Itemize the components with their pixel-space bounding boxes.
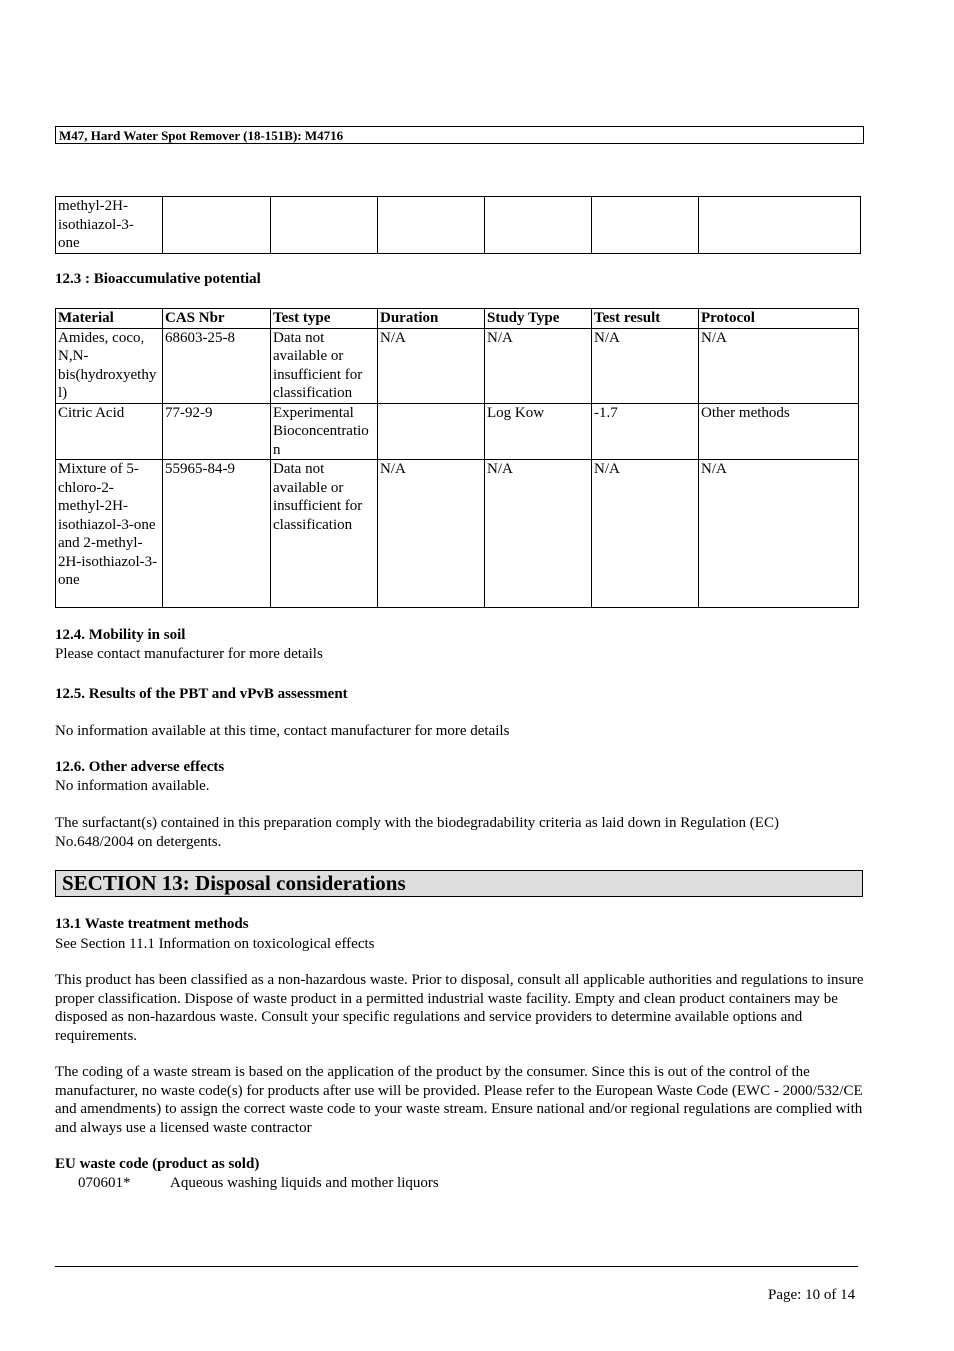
table-cell: Amides, coco, N,N-bis(hydroxyethyl) <box>56 328 163 403</box>
table-row <box>56 460 859 608</box>
table-cell: N/A <box>699 328 859 403</box>
table-row <box>56 328 859 403</box>
waste-treatment-heading: 13.1 Waste treatment methods <box>55 916 249 932</box>
table-cell: 77-92-9 <box>163 403 271 460</box>
table-row <box>56 403 859 460</box>
column-header: Duration <box>378 309 485 329</box>
continued-table <box>55 196 861 254</box>
table-cell: Experimental Bioconcentration <box>271 403 378 460</box>
section-13-title: SECTION 13: Disposal considerations <box>55 870 863 897</box>
table-cell: 55965-84-9 <box>163 460 271 608</box>
column-header: Material <box>56 309 163 329</box>
column-header: Test type <box>271 309 378 329</box>
eu-waste-description: Aqueous washing liquids and mother liquors <box>170 1175 439 1191</box>
table-cell <box>378 403 485 460</box>
table-cell: 68603-25-8 <box>163 328 271 403</box>
table-cell: N/A <box>485 328 592 403</box>
other-effects-text: No information available. <box>55 778 210 794</box>
bioaccumulative-table <box>55 308 859 608</box>
table-cell: Citric Acid <box>56 403 163 460</box>
column-header: Study Type <box>485 309 592 329</box>
waste-code-paragraph: The coding of a waste stream is based on the application of the product by the consumer. Since this is out of the control of the manufacturer, no waste code(s) for products after use will be provided. Please refer to the European Waste Code (EWC - 2000/532/CE and amendments) to assign the correct waste code to your waste stream. Ensure national and/or regional regulations are complied with and always use a licensed waste contractor <box>55 1064 863 1136</box>
table-cell: N/A <box>378 460 485 608</box>
column-header: CAS Nbr <box>163 309 271 329</box>
waste-treatment-ref: See Section 11.1 Information on toxicological effects <box>55 936 375 952</box>
table-cell: Data not available or insufficient for classification <box>271 460 378 608</box>
pbt-text: No information available at this time, contact manufacturer for more details <box>55 723 510 739</box>
surfactant-text: The surfactant(s) contained in this preparation comply with the biodegradability criteria as laid down in Regulation (EC) No.648/2004 on detergents. <box>55 815 779 850</box>
table-cell: N/A <box>485 460 592 608</box>
column-header: Protocol <box>699 309 859 329</box>
page-number: Page: 10 of 14 <box>768 1287 856 1303</box>
table-cell: Log Kow <box>485 403 592 460</box>
document-header: M47, Hard Water Spot Remover (18-151B): M4716 <box>55 126 864 144</box>
table-cell: N/A <box>378 328 485 403</box>
eu-waste-code: 070601* <box>78 1175 131 1191</box>
other-effects-heading: 12.6. Other adverse effects <box>55 759 225 775</box>
table-cell: -1.7 <box>592 403 699 460</box>
column-header: Test result <box>592 309 699 329</box>
table-cell: N/A <box>592 328 699 403</box>
table-cell: N/A <box>592 460 699 608</box>
continued-material-cell: methyl-2H- isothiazol-3- one <box>56 197 163 254</box>
mobility-text: Please contact manufacturer for more details <box>55 646 323 662</box>
mobility-heading: 12.4. Mobility in soil <box>55 627 186 643</box>
pbt-heading: 12.5. Results of the PBT and vPvB assessment <box>55 686 348 702</box>
table-cell: N/A <box>699 460 859 608</box>
table-cell: Data not available or insufficient for classification <box>271 328 378 403</box>
table-cell: Other methods <box>699 403 859 460</box>
bioaccumulative-heading: 12.3 : Bioaccumulative potential <box>55 271 261 287</box>
footer-divider <box>55 1266 858 1267</box>
disposal-paragraph: This product has been classified as a non-hazardous waste. Prior to disposal, consult all applicable authorities and regulations to insure proper classification. Dispose of waste product in a permitted industrial waste facility. Empty and clean product containers may be disposed as non-hazardous waste. Consult your specific regulations and service providers to determine available options and requirements. <box>55 972 864 1044</box>
table-cell: Mixture of 5-chloro-2-methyl-2H-isothiazol-3-one and 2-methyl-2H-isothiazol-3-one <box>56 460 163 608</box>
eu-waste-code-heading: EU waste code (product as sold) <box>55 1156 260 1172</box>
